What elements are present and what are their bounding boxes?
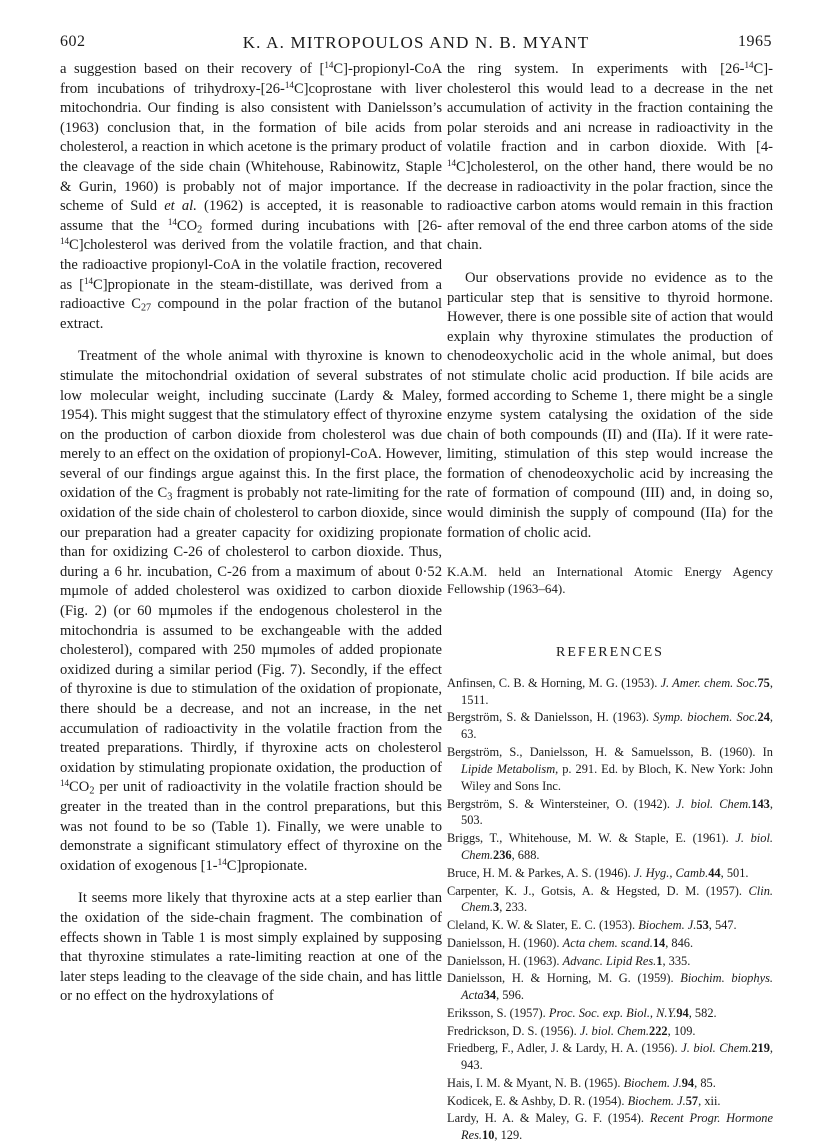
reference-item: Danielsson, H. & Horning, M. G. (1959). Biochim. biophys. Acta34, 596. (447, 971, 773, 1003)
reference-item: Kodicek, E. & Ashby, D. R. (1954). Biochem. J.57, xii. (447, 1093, 721, 1108)
reference-item: Bergström, S. & Wintersteiner, O. (1942). J. biol. Chem.143, 503. (447, 796, 773, 828)
reference-item: Briggs, T., Whitehouse, M. W. & Staple, E. (1961). J. biol. Chem.236, 688. (447, 831, 773, 863)
left-column (60, 60, 442, 1020)
running-header (60, 33, 772, 57)
reference-item: Friedberg, F., Adler, J. & Lardy, H. A. (1956). J. biol. Chem.219, 943. (447, 1041, 773, 1073)
reference-item: Bergström, S. & Danielsson, H. (1963). Symp. biochem. Soc.24, 63. (447, 710, 773, 742)
header-year: 1965 (738, 33, 772, 50)
paragraph-rate-limiting-step: It seems more likely that thyroxine acts at a step earlier than the oxidation of the side-chain fragment. The combination of effects shown in Table 1 is most simply explained by supposing that thyroxine stimulates a rate-limiting reaction at one of the later steps leading to the cleavage of the side chain, and has little or no effect on the hydroxylations of (60, 890, 442, 1005)
reference-item: Hais, I. M. & Myant, N. B. (1965). Biochem. J.94, 85. (447, 1075, 716, 1090)
page-number: 602 (60, 33, 86, 50)
reference-item: Cleland, K. W. & Slater, E. C. (1953). Biochem. J.53, 547. (447, 918, 737, 933)
references-heading: REFERENCES (556, 645, 664, 661)
reference-item: Danielsson, H. (1960). Acta chem. scand.14, 846. (447, 935, 694, 950)
reference-item: Bruce, H. M. & Parkes, A. S. (1946). J. Hyg., Camb.44, 501. (447, 865, 749, 880)
paragraph-observations: Our observations provide no evidence as to the particular step that is sensitive to thyroid hormone. However, there is one possible site of action that would explain why thyroxine stimulates the production of chenodeoxycholic acid in the whole animal, but does not stimulate cholic acid production. If bile acids are formed according to Scheme 1, there might be a single enzyme system catalysing the oxidation of the side chain of both compounds (II) and (IIa). If it were rate-limiting, stimulation of this step would increase the formation of chenodeoxycholic acid by increasing the rate of formation of compound (III) and, in doing so, would diminish the supply of compound (IIa) for the formation of cholic acid. (447, 269, 773, 541)
reference-item: Fredrickson, D. S. (1956). J. biol. Chem.222, 109. (447, 1023, 696, 1038)
acknowledgement: K.A.M. held an International Atomic Energy Agency Fellowship (1963–64). (447, 564, 773, 597)
paragraph-thyroxine-treatment: Treatment of the whole animal with thyroxine is known to stimulate the mitochondrial oxidation of several substrates of low molecular weight, including succinate (Lardy & Maley, 1954). This might suggest that the stimulatory effect of thyroxine on the production of carbon dioxide from cholesterol was due merely to an effect on the oxidation of propionyl-CoA. However, several of our findings argue against this. In the first place, the oxidation of the $C_3$ fragment is probably not rate-limiting for the oxidation of the side chain of cholesterol to carbon dioxide, since our preparation had a greater capacity for oxidizing propionate than for oxidizing C-26 of cholesterol to carbon dioxide. Thus, during a 6 hr. incubation, C-26 from a maximum of about 0·52 mμmole of added cholesterol was oxidized to carbon dioxide (Fig. 2) (or 60 mμmoles if the endogenous cholesterol in the mitochondria is assumed to be exchangeable with the added cholesterol), compared with 250 mμmoles of added propionate oxidized during a similar period (Fig. 7). Secondly, if the effect of thyroxine is due to stimulation of the oxidation of propionate, there should be a decrease, and not an increase, in the net accumulation of radioactivity in the volatile fraction from the treated preparations. Thirdly, if thyroxine acts on cholesterol oxidation by stimulating propionate oxidation, the production of $^{14}CO_2$ per unit of radioactivity in the volatile fraction should be greater in the treated than in the control preparations, but this was not found to be so (Table 1). Finally, we were unable to demonstrate a significant stimulatory effect of thyroxine on the oxidation of exogenous [1-$^{14}$C]propionate. (60, 348, 443, 874)
paragraph-ring-system: the ring system. In experiments with [26-$^{14}$C]-cholesterol this would lead to a decrease in the net accumulation of activity in the fraction containing the polar steroids and ani ncrease in radioactivity in the volatile fraction and in carbon dioxide. With [4-$^{14}$C]cholesterol, on the other hand, there would be no decrease in radioactivity in the polar fraction, since the radioactive carbon atoms would remain in this fraction after removal of the end three carbon atoms of the side chain. (447, 60, 773, 254)
reference-item: Carpenter, K. J., Gotsis, A. & Hegsted, D. M. (1957). Clin. Chem.3, 233. (447, 883, 773, 915)
right-column (447, 60, 773, 1145)
references-list (447, 675, 773, 1144)
reference-item: Danielsson, H. (1963). Advanc. Lipid Res.1, 335. (447, 953, 691, 968)
reference-item: Bergström, S., Danielsson, H. & Samuelsson, B. (1960). In Lipide Metabolism, p. 291. Ed. by Bloch, K. New York: John Wiley and Sons Inc. (447, 745, 773, 793)
reference-item: Anfinsen, C. B. & Horning, M. G. (1953). J. Amer. chem. Soc.75, 1511. (447, 675, 773, 707)
reference-item: Eriksson, S. (1957). Proc. Soc. exp. Biol., N.Y.94, 582. (447, 1005, 717, 1020)
paragraph-continuation: a suggestion based on their recovery of [$^{14}$C]-propionyl-CoA from incubations of trihydroxy-[26-$^{14}$C]coprostane with liver mitochondria. Our finding is also consistent with Danielsson’s (1963) conclusion that, in the formation of bile acids from cholesterol, a reaction in which acetone is the primary product of the cleavage of the side chain (Whitehouse, Rabinowitz, Staple & Gurin, 1960) is probably not of major importance. If the scheme of Suld et al. (1962) is accepted, it is reasonable to assume that the $^{14}CO_2$ formed during incubations with [26-$^{14}$C]cholesterol was derived from the volatile fraction, and that the radioactive propionyl-CoA in the volatile fraction, recovered as [$^{14}$C]propionate in the steam-distillate, was derived from a radioactive $C_{27}$ compound in the polar fraction of the butanol extract. (60, 60, 443, 332)
running-head-authors: K. A. MITROPOULOS AND N. B. MYANT (242, 33, 590, 52)
reference-item: Lardy, H. A. & Maley, G. F. (1954). Recent Progr. Hormone Res.10, 129. (447, 1111, 773, 1143)
